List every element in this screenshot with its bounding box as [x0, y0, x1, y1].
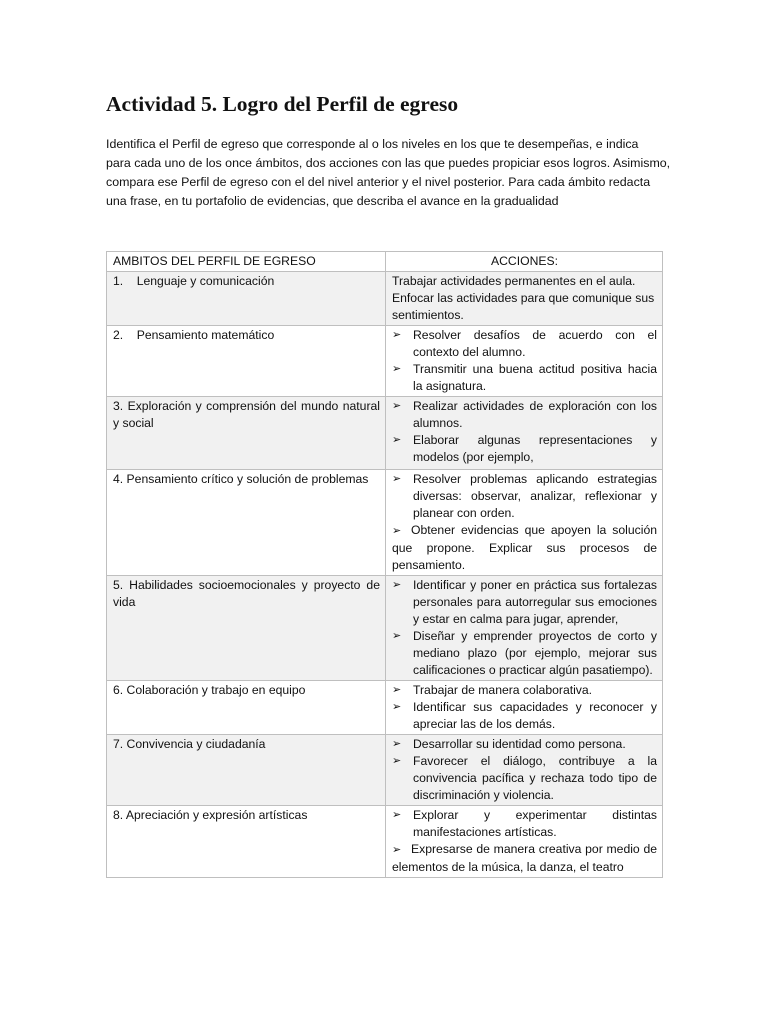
- table-row: [107, 735, 663, 806]
- table-row: [107, 326, 663, 397]
- acciones-cell: [386, 735, 663, 806]
- arrow-bullet-icon: ➢: [392, 701, 402, 713]
- action-text: Trabajar actividades permanentes en el aula.: [392, 274, 636, 288]
- action-item: Identificar sus capacidades y reconocer y apreciar las de los demás.: [413, 700, 657, 731]
- profile-table: [106, 251, 663, 878]
- arrow-bullet-icon: ➢: [392, 738, 402, 750]
- acciones-cell: [386, 397, 663, 470]
- action-item: Elaborar algunas representaciones y modelos (por ejemplo,: [413, 433, 657, 464]
- ambito-cell: 3. Exploración y comprensión del mundo natural y social: [107, 397, 386, 470]
- intro-paragraph: [106, 135, 671, 211]
- arrow-bullet-icon: ➢: [392, 400, 402, 412]
- arrow-bullet-icon: ➢: [392, 363, 402, 375]
- acciones-cell: [386, 470, 663, 576]
- table-row: [107, 272, 663, 326]
- header-ambitos: AMBITOS DEL PERFIL DE EGRESO: [107, 252, 386, 272]
- arrow-bullet-icon: ➢: [392, 329, 402, 341]
- action-item: Explorar y experimentar distintas manifestaciones artísticas.: [413, 808, 657, 839]
- ambito-cell: 6. Colaboración y trabajo en equipo: [107, 681, 386, 735]
- action-item: Resolver desafíos de acuerdo con el contexto del alumno.: [413, 328, 657, 359]
- action-item: Expresarse de manera creativa por medio de elementos de la música, la danza, el teatro: [392, 842, 657, 874]
- table-row: [107, 576, 663, 681]
- ambito-cell: 4. Pensamiento crítico y solución de problemas: [107, 470, 386, 576]
- arrow-bullet-icon: ➢: [392, 579, 402, 591]
- arrow-bullet-icon: ➢: [392, 844, 402, 856]
- header-acciones: ACCIONES:: [386, 252, 663, 272]
- ambito-cell: 1. Lenguaje y comunicación: [107, 272, 386, 326]
- action-item: Realizar actividades de exploración con los alumnos.: [413, 399, 657, 430]
- intro-line: una frase, en tu portafolio de evidencias, que describa el avance en la gradualidad: [106, 194, 559, 208]
- action-item: Transmitir una buena actitud positiva hacia la asignatura.: [413, 362, 657, 393]
- table-row: [107, 470, 663, 576]
- page-title: Actividad 5. Logro del Perfil de egreso: [106, 92, 459, 116]
- intro-line: para cada uno de los once ámbitos, dos acciones con las que puedes propiciar esos logros. Asimismo,: [106, 156, 671, 170]
- action-text: Enfocar las actividades para que comunique sus sentimientos.: [392, 291, 655, 322]
- arrow-bullet-icon: ➢: [392, 630, 402, 642]
- action-item: Identificar y poner en práctica sus fortalezas personales para autorregular sus emociones y estar en calma para jugar, aprender,: [413, 578, 657, 626]
- arrow-bullet-icon: ➢: [392, 755, 402, 767]
- ambito-cell: 8. Apreciación y expresión artísticas: [107, 806, 386, 878]
- arrow-bullet-icon: ➢: [392, 434, 402, 446]
- action-item: Obtener evidencias que apoyen la solución que propone. Explicar sus procesos de pensamiento.: [392, 523, 657, 572]
- ambito-cell: 7. Convivencia y ciudadanía: [107, 735, 386, 806]
- acciones-cell: [386, 681, 663, 735]
- ambito-cell: 5. Habilidades socioemocionales y proyecto de vida: [107, 576, 386, 681]
- intro-line: Identifica el Perfil de egreso que corresponde al o los niveles en los que te desempeñas, e indica: [106, 137, 639, 151]
- action-item: Diseñar y emprender proyectos de corto y mediano plazo (por ejemplo, mejorar sus calificaciones o practicar algún pasatiempo).: [413, 629, 657, 677]
- table-row: [107, 681, 663, 735]
- acciones-cell: [386, 576, 663, 681]
- arrow-bullet-icon: ➢: [392, 684, 402, 696]
- table-row: [107, 806, 663, 878]
- action-item: Favorecer el diálogo, contribuye a la convivencia pacífica y rechaza todo tipo de discriminación y violencia.: [413, 754, 657, 802]
- acciones-cell: [386, 806, 663, 878]
- action-item: Trabajar de manera colaborativa.: [413, 683, 593, 697]
- action-item: Desarrollar su identidad como persona.: [413, 737, 626, 751]
- acciones-cell: [386, 272, 663, 326]
- arrow-bullet-icon: ➢: [392, 473, 402, 485]
- arrow-bullet-icon: ➢: [392, 525, 402, 537]
- ambito-cell: 2. Pensamiento matemático: [107, 326, 386, 397]
- table-row: [107, 397, 663, 470]
- action-item: Resolver problemas aplicando estrategias diversas: observar, analizar, reflexionar y planear con orden.: [413, 472, 657, 520]
- intro-line: compara ese Perfil de egreso con el del nivel anterior y el nivel posterior. Para cada ámbito redacta: [106, 175, 651, 189]
- acciones-cell: [386, 326, 663, 397]
- arrow-bullet-icon: ➢: [392, 809, 402, 821]
